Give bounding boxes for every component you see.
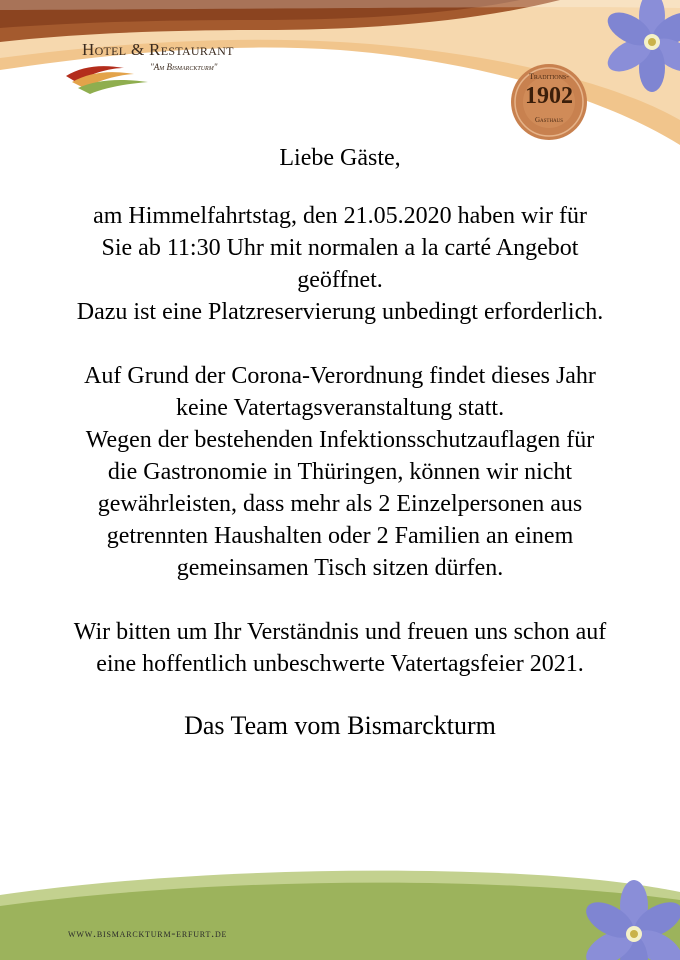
text-line: Sie ab 11:30 Uhr mit normalen a la carté Angebot [101, 235, 579, 261]
traditions-seal [509, 62, 589, 142]
text-line: getrennten Haushalten oder 2 Familien an einem [106, 523, 574, 549]
text-line: gemeinsamen Tisch sitzen dürfen. [176, 555, 504, 581]
blue-flower-icon [592, 0, 680, 108]
text-line: die Gastronomie in Thüringen, können wir nicht [107, 459, 573, 485]
blue-flower-icon [578, 870, 680, 960]
seal-year: 1902 [525, 83, 573, 109]
greeting: Liebe Gäste, [279, 145, 401, 171]
hotel-logo-mark [62, 58, 152, 98]
text-line: Auf Grund der Corona-Verordnung findet dieses Jahr [84, 363, 596, 389]
text-line: keine Vatertagsveranstaltung statt. [175, 395, 505, 421]
text-line: am Himmelfahrtstag, den 21.05.2020 haben wir für [93, 203, 587, 229]
seal-bottom-text: Gasthaus [534, 116, 564, 124]
text-line: gewährleisten, dass mehr als 2 Einzelpersonen aus [97, 491, 583, 517]
seal-top-text: Traditions- [529, 72, 569, 81]
paragraph-corona [0, 360, 680, 584]
hotel-name: Hotel & Restaurant [82, 40, 234, 59]
text-line: eine hoffentlich unbeschwerte Vatertagsfeier 2021. [96, 651, 584, 677]
hotel-subtitle: "Am Bismarckturm" [150, 62, 218, 72]
signature: Das Team vom Bismarckturm [184, 711, 496, 740]
text-line: Wegen der bestehenden Infektionsschutzauflagen für [85, 427, 595, 453]
text-line: Wir bitten um Ihr Verständnis und freuen uns schon auf [73, 619, 607, 645]
website-url: www.bismarckturm-erfurt.de [68, 926, 228, 940]
hotel-logo [62, 38, 262, 98]
paragraph-closing [0, 616, 680, 680]
announcement-text [0, 136, 680, 742]
paragraph-reservation [0, 200, 680, 328]
text-line: Dazu ist eine Platzreservierung unbedingt erforderlich. [76, 299, 604, 325]
text-line: geöffnet. [297, 267, 383, 293]
